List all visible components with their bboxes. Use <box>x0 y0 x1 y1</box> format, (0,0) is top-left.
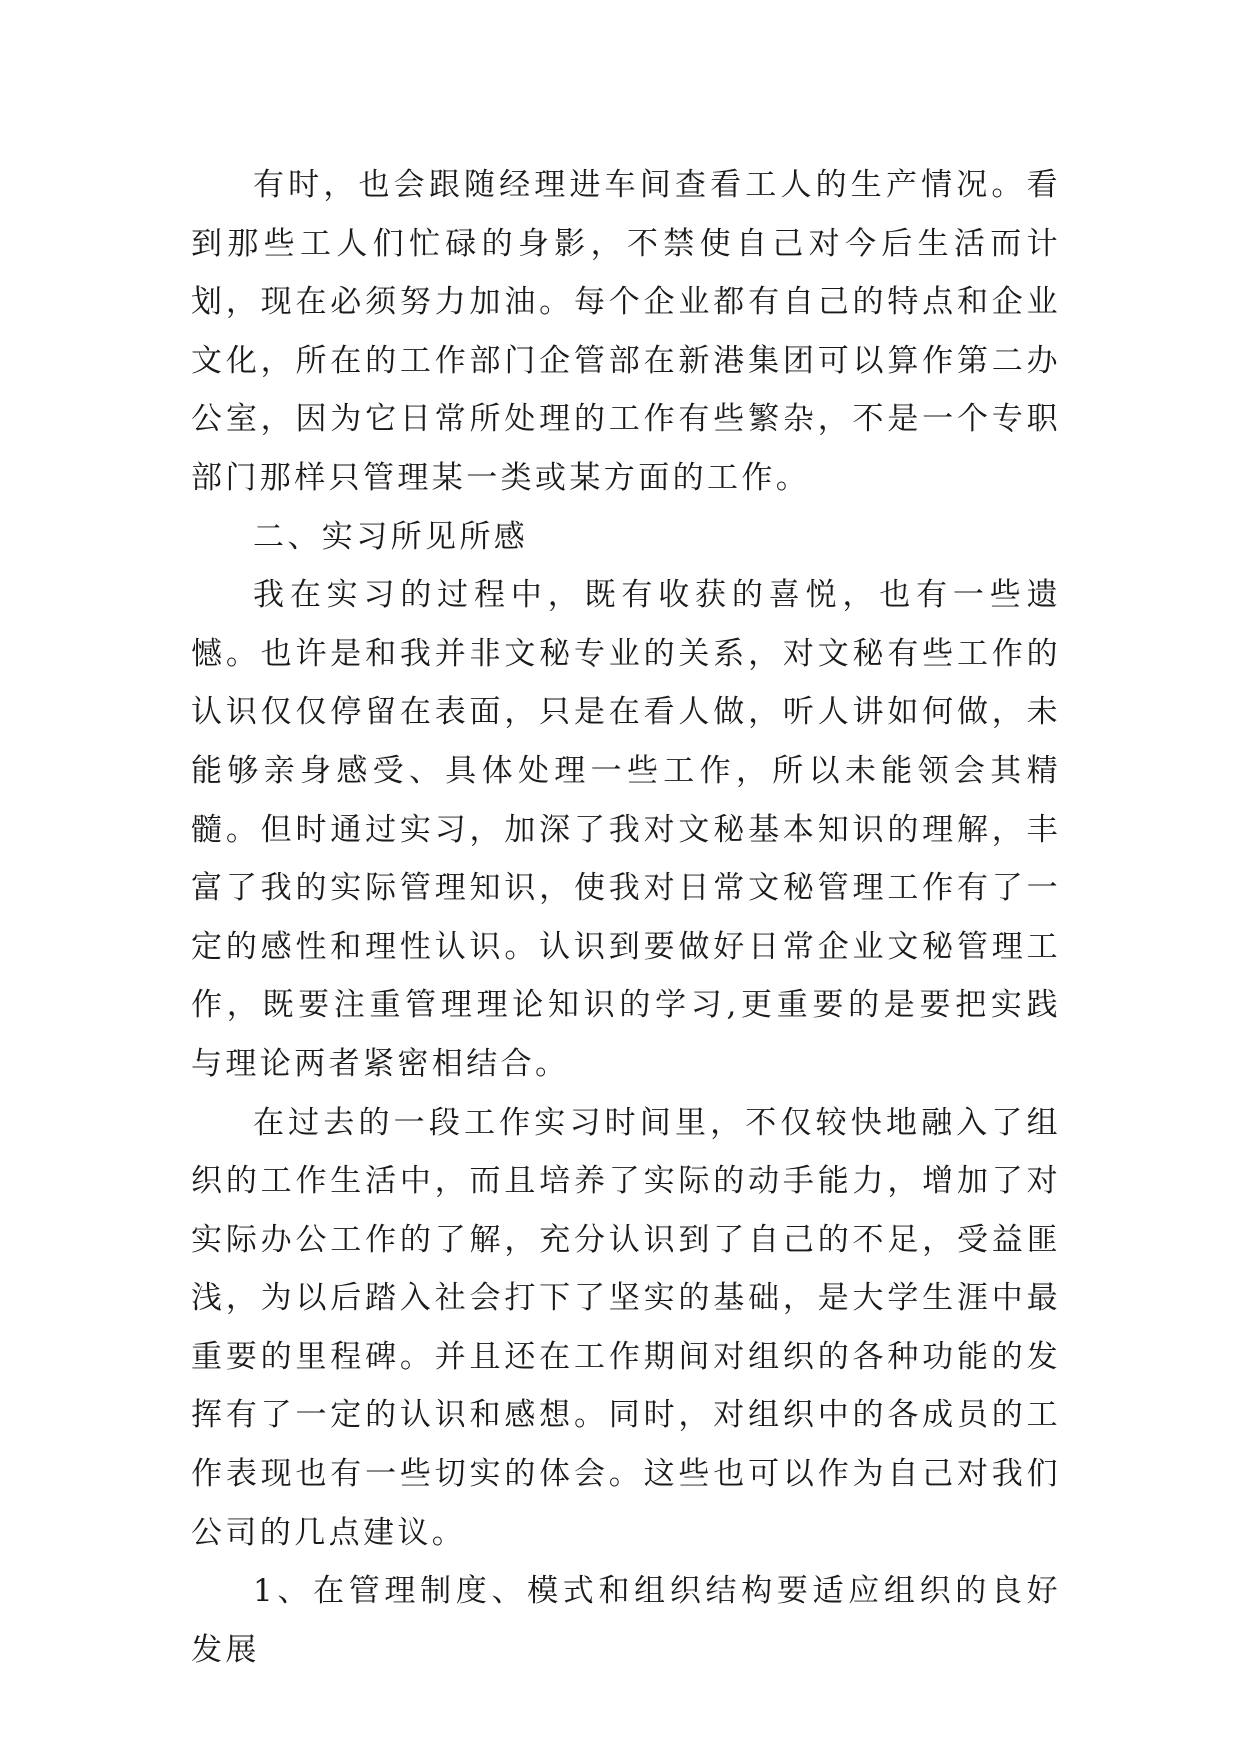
paragraph-workshop-visit: 有时，也会跟随经理进车间查看工人的生产情况。看到那些工人们忙碌的身影，不禁使自己对今后生活而计划，现在必须努力加油。每个企业都有自己的特点和企业文化，所在的工作部门企管部在新港集团可以算作第二办公室，因为它日常所处理的工作有些繁杂，不是一个专职部门那样只管理某一类或某方面的工作。 <box>191 167 1061 496</box>
paragraph-internship-reflection: 我在实习的过程中，既有收获的喜悦，也有一些遗憾。也许是和我并非文秘专业的关系，对文秘有些工作的认识仅仅停留在表面，只是在看人做，听人讲如何做，未能够亲身感受、具体处理一些工作，所以未能领会其精髓。但时通过实习，加深了我对文秘基本知识的理解，丰富了我的实际管理知识，使我对日常文秘管理工作有了一定的感性和理性认识。认识到要做好日常企业文秘管理工作，既要注重管理理论知识的学习,更重要的是要把实践与理论两者紧密相结合。 <box>191 577 1061 1082</box>
document-body <box>191 156 1061 1679</box>
paragraph-work-experience: 在过去的一段工作实习时间里，不仅较快地融入了组织的工作生活中，而且培养了实际的动手能力，增加了对实际办公工作的了解，充分认识到了自己的不足，受益匪浅，为以后踏入社会打下了坚实的基础，是大学生涯中最重要的里程碑。并且还在工作期间对组织的各种功能的发挥有了一定的认识和感想。同时，对组织中的各成员的工作表现也有一些切实的体会。这些也可以作为自己对我们公司的几点建议。 <box>191 1104 1061 1551</box>
paragraph-suggestion-1: 1、在管理制度、模式和组织结构要适应组织的良好发展 <box>191 1573 1061 1668</box>
section-heading-observations: 二、实习所见所感 <box>253 518 529 555</box>
